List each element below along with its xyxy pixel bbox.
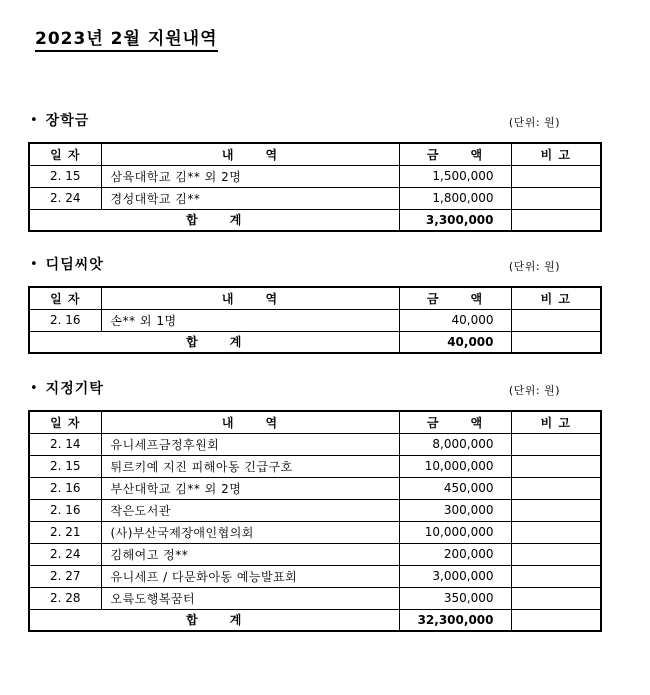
bullet-icon: • <box>30 112 38 128</box>
column-header: 비 고 <box>511 143 601 165</box>
date-cell: 2. 15 <box>29 455 101 477</box>
detail-cell: 부산대학교 김** 외 2명 <box>101 477 399 499</box>
amount-cell: 300,000 <box>399 499 511 521</box>
note-cell <box>511 587 601 609</box>
table-row <box>29 187 601 209</box>
table-row <box>29 455 601 477</box>
detail-cell: 경성대학교 김** <box>101 187 399 209</box>
note-cell <box>511 477 601 499</box>
note-cell <box>511 165 601 187</box>
section-designated-donation <box>28 378 600 632</box>
unit-note: (단위: 원) <box>508 116 560 129</box>
note-cell <box>511 209 601 231</box>
note-cell <box>511 433 601 455</box>
date-cell: 2. 16 <box>29 499 101 521</box>
page-title: 2023년 2월 지원내역 <box>35 24 218 52</box>
didim-seed-table <box>28 286 602 354</box>
section-title: 디딤씨앗 <box>45 257 104 273</box>
column-header: 일 자 <box>29 287 101 309</box>
date-cell: 2. 21 <box>29 521 101 543</box>
total-row <box>29 331 601 353</box>
note-cell <box>511 499 601 521</box>
amount-cell: 40,000 <box>399 309 511 331</box>
detail-cell: 튀르키예 지진 피해아동 긴급구호 <box>101 455 399 477</box>
section-scholarship <box>28 110 600 232</box>
detail-cell: 삼육대학교 김** 외 2명 <box>101 165 399 187</box>
date-cell: 2. 14 <box>29 433 101 455</box>
column-header: 비 고 <box>511 411 601 433</box>
amount-cell: 1,800,000 <box>399 187 511 209</box>
section-title: 지정기탁 <box>45 381 104 397</box>
amount-cell: 3,000,000 <box>399 565 511 587</box>
date-cell: 2. 27 <box>29 565 101 587</box>
header-row <box>29 143 601 165</box>
section-heading <box>28 254 600 274</box>
bullet-icon: • <box>30 380 38 396</box>
column-header: 일 자 <box>29 411 101 433</box>
detail-cell: 김해여고 정** <box>101 543 399 565</box>
total-label-cell: 합 계 <box>29 609 399 631</box>
column-header: 일 자 <box>29 143 101 165</box>
total-label-cell: 합 계 <box>29 209 399 231</box>
column-header: 금 액 <box>399 143 511 165</box>
amount-cell: 450,000 <box>399 477 511 499</box>
bullet-icon: • <box>30 256 38 272</box>
unit-note: (단위: 원) <box>508 384 560 397</box>
total-row <box>29 609 601 631</box>
table-row <box>29 165 601 187</box>
scholarship-table <box>28 142 602 232</box>
column-header: 내 역 <box>101 411 399 433</box>
detail-cell: 유니세프금정후원회 <box>101 433 399 455</box>
table-row <box>29 565 601 587</box>
designated-donation-table <box>28 410 602 632</box>
note-cell <box>511 609 601 631</box>
note-cell <box>511 187 601 209</box>
column-header: 금 액 <box>399 287 511 309</box>
detail-cell: 작은도서관 <box>101 499 399 521</box>
column-header: 내 역 <box>101 287 399 309</box>
detail-cell: (사)부산국제장애인협의회 <box>101 521 399 543</box>
table-row <box>29 521 601 543</box>
table-row <box>29 543 601 565</box>
date-cell: 2. 16 <box>29 309 101 331</box>
note-cell <box>511 309 601 331</box>
note-cell <box>511 565 601 587</box>
unit-note: (단위: 원) <box>508 260 560 273</box>
section-title: 장학금 <box>45 113 90 129</box>
amount-cell: 1,500,000 <box>399 165 511 187</box>
amount-cell: 200,000 <box>399 543 511 565</box>
date-cell: 2. 24 <box>29 187 101 209</box>
total-label-cell: 합 계 <box>29 331 399 353</box>
date-cell: 2. 16 <box>29 477 101 499</box>
table-row <box>29 499 601 521</box>
table-row <box>29 309 601 331</box>
date-cell: 2. 24 <box>29 543 101 565</box>
note-cell <box>511 543 601 565</box>
section-didim-seed <box>28 254 600 354</box>
detail-cell: 손** 외 1명 <box>101 309 399 331</box>
total-amount-cell: 32,300,000 <box>399 609 511 631</box>
note-cell <box>511 331 601 353</box>
note-cell <box>511 521 601 543</box>
amount-cell: 8,000,000 <box>399 433 511 455</box>
total-row <box>29 209 601 231</box>
amount-cell: 10,000,000 <box>399 455 511 477</box>
header-row <box>29 287 601 309</box>
detail-cell: 오륙도행복꿈터 <box>101 587 399 609</box>
note-cell <box>511 455 601 477</box>
column-header: 내 역 <box>101 143 399 165</box>
section-heading <box>28 110 600 130</box>
column-header: 비 고 <box>511 287 601 309</box>
amount-cell: 10,000,000 <box>399 521 511 543</box>
table-row <box>29 433 601 455</box>
total-amount-cell: 40,000 <box>399 331 511 353</box>
amount-cell: 350,000 <box>399 587 511 609</box>
section-heading <box>28 378 600 398</box>
detail-cell: 유니세프 / 다문화아동 예능발표회 <box>101 565 399 587</box>
date-cell: 2. 28 <box>29 587 101 609</box>
date-cell: 2. 15 <box>29 165 101 187</box>
column-header: 금 액 <box>399 411 511 433</box>
table-row <box>29 587 601 609</box>
total-amount-cell: 3,300,000 <box>399 209 511 231</box>
header-row <box>29 411 601 433</box>
table-row <box>29 477 601 499</box>
